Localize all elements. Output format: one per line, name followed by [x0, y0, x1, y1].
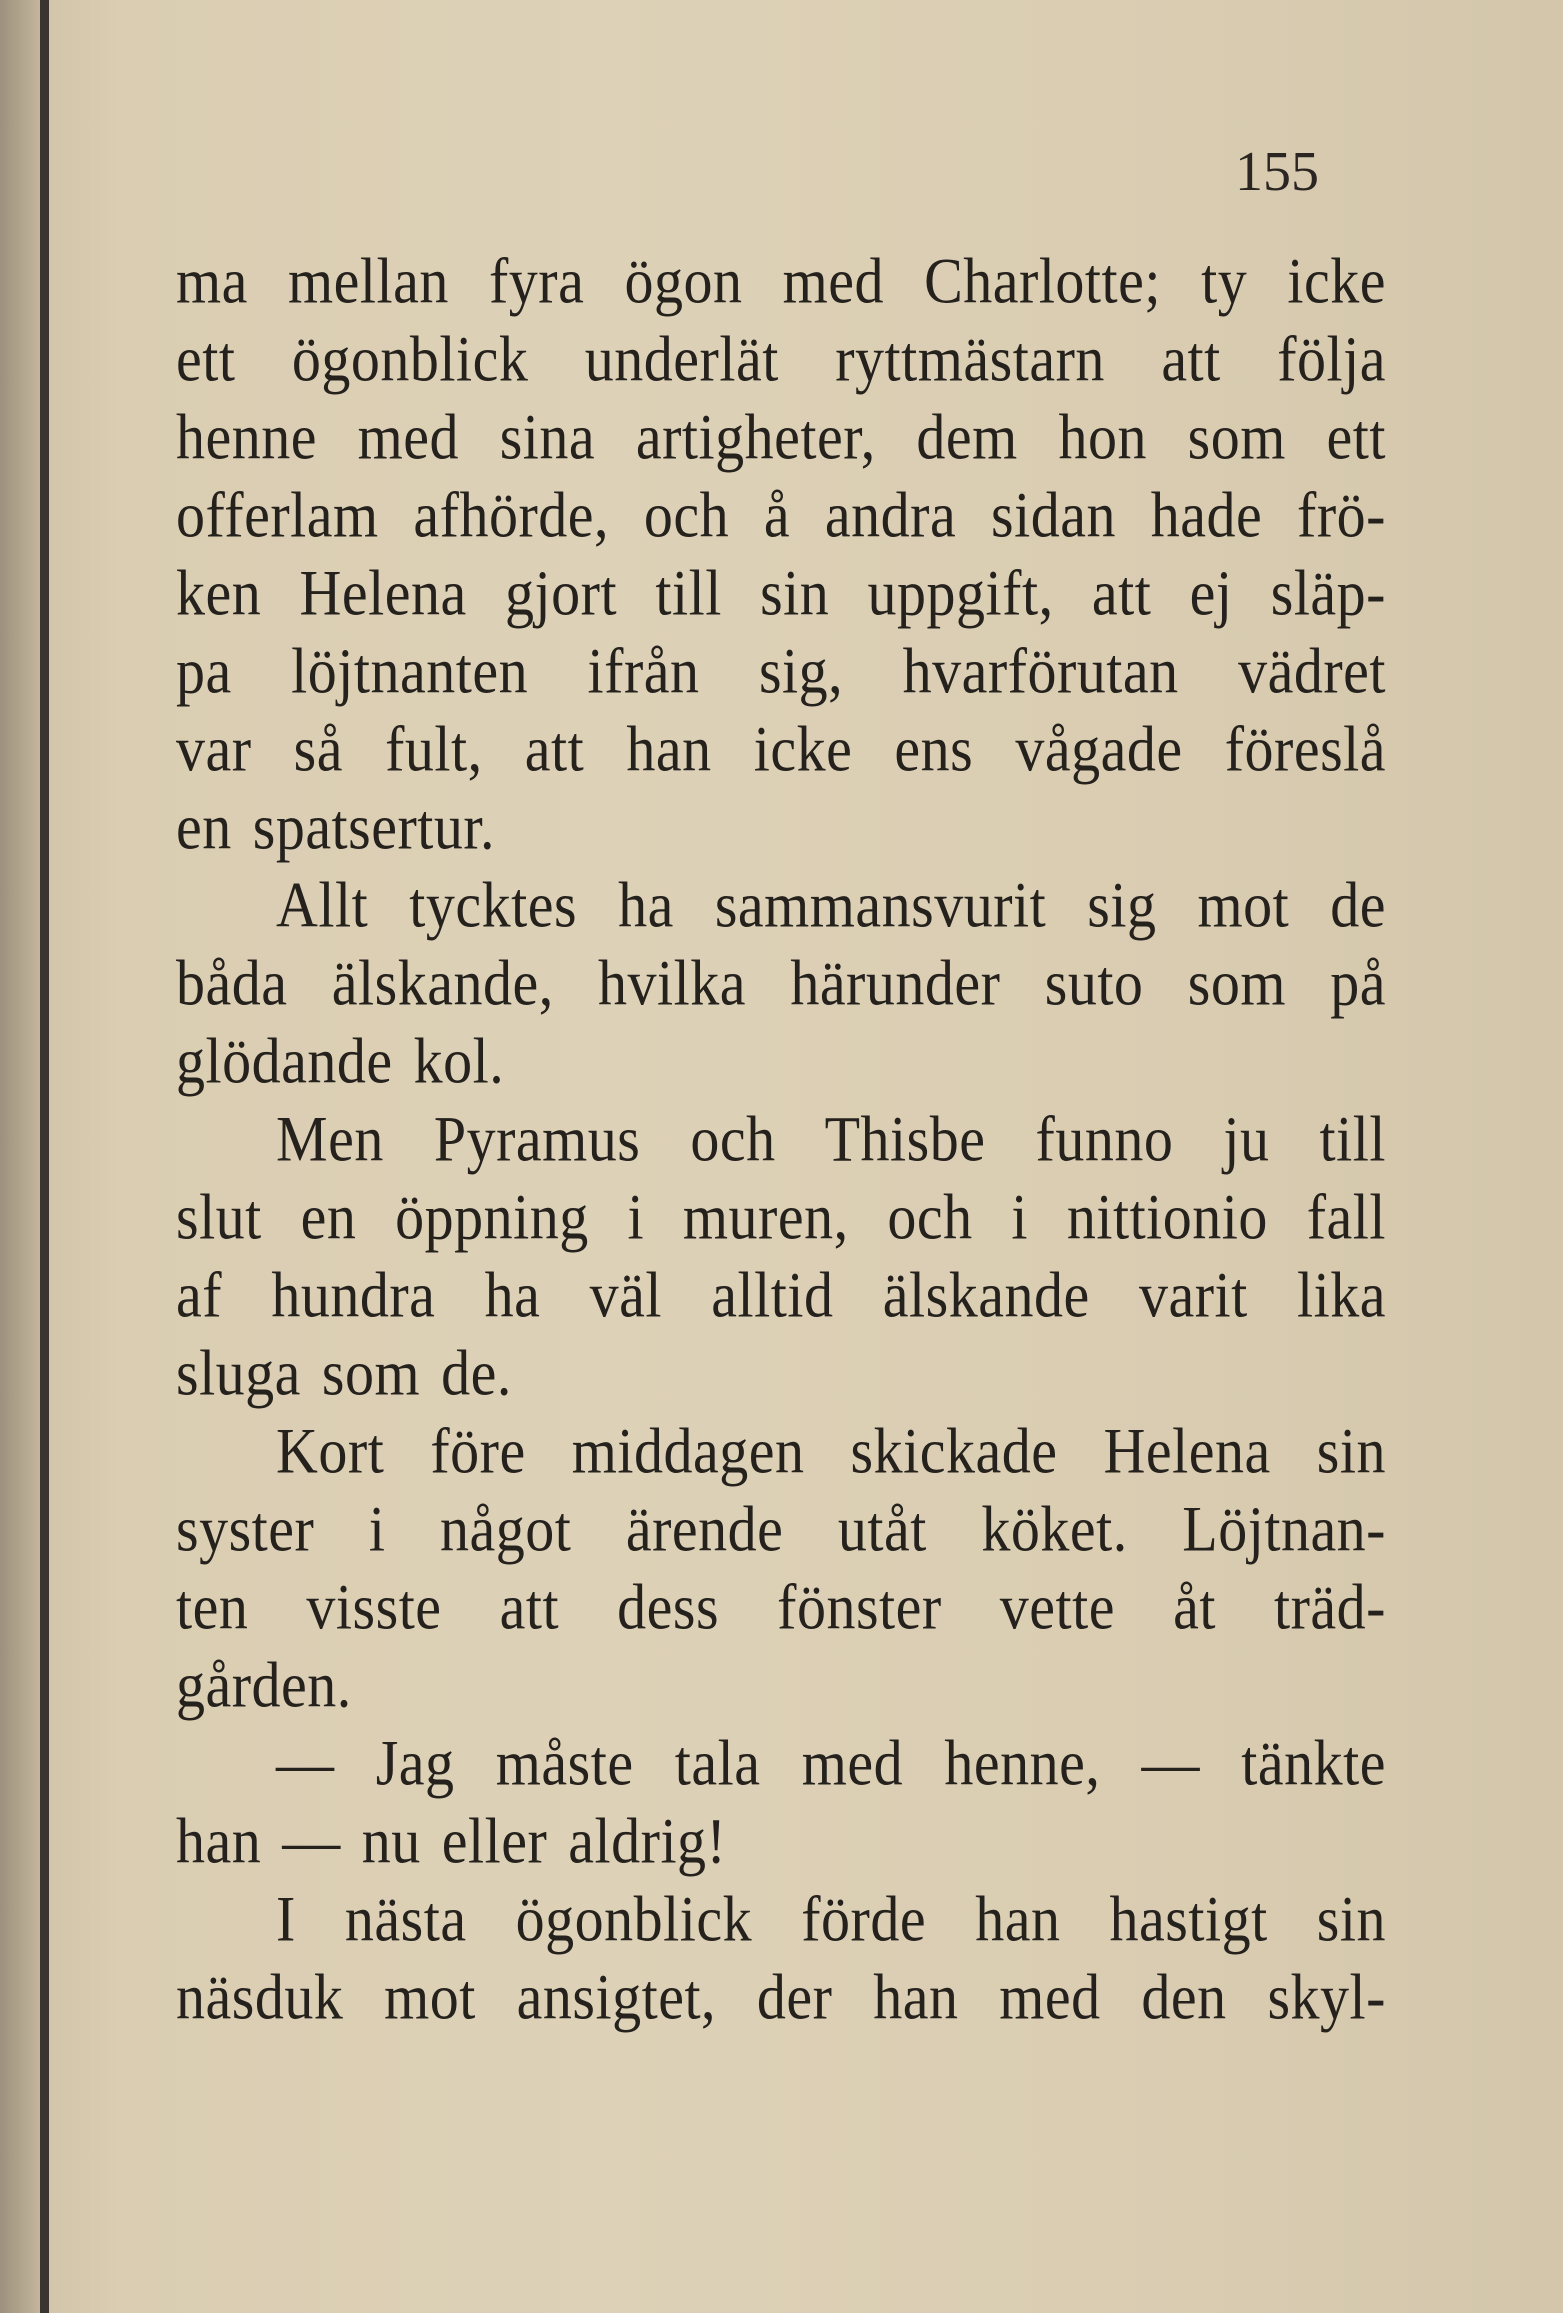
text-line: ett ögonblick underlät ryttmästarn att följa — [176, 322, 1386, 395]
text-line: han — nu eller aldrig! — [176, 1804, 727, 1877]
body-text — [176, 242, 1386, 2036]
text-line: var så fult, att han icke ens vågade föreslå — [176, 712, 1386, 785]
text-line: ten visste att dess fönster vette åt träd- — [176, 1570, 1386, 1643]
page-number: 155 — [1235, 141, 1319, 203]
text-line: ken Helena gjort till sin uppgift, att ej släp- — [176, 556, 1386, 629]
text-line: pa löjtnanten ifrån sig, hvarförutan vädret — [176, 634, 1386, 707]
text-line: offerlam afhörde, och å andra sidan hade frö- — [176, 478, 1386, 551]
text-line: näsduk mot ansigtet, der han med den skyl- — [176, 1960, 1386, 2033]
text-line: en spatsertur. — [176, 790, 496, 863]
text-line: glödande kol. — [176, 1024, 505, 1097]
text-line: henne med sina artigheter, dem hon som ett — [176, 400, 1386, 473]
text-line: slut en öppning i muren, och i nittionio fall — [176, 1180, 1386, 1253]
text-line: båda älskande, hvilka härunder suto som på — [176, 946, 1386, 1019]
text-line: I nästa ögonblick förde han hastigt sin — [276, 1882, 1386, 1955]
text-line: Kort före middagen skickade Helena sin — [276, 1414, 1386, 1487]
text-line: gården. — [176, 1648, 352, 1721]
text-line: — Jag måste tala med henne, — tänkte — [276, 1726, 1386, 1799]
text-line: af hundra ha väl alltid älskande varit lika — [176, 1258, 1386, 1331]
text-line: syster i något ärende utåt köket. Löjtnan- — [176, 1492, 1386, 1565]
text-line: Allt tycktes ha sammansvurit sig mot de — [276, 868, 1386, 941]
text-line: ma mellan fyra ögon med Charlotte; ty icke — [176, 244, 1386, 317]
text-line: sluga som de. — [176, 1336, 512, 1409]
text-line: Men Pyramus och Thisbe funno ju till — [276, 1102, 1386, 1175]
page-gutter-shadow — [0, 0, 40, 2313]
book-spine-edge — [40, 0, 49, 2313]
